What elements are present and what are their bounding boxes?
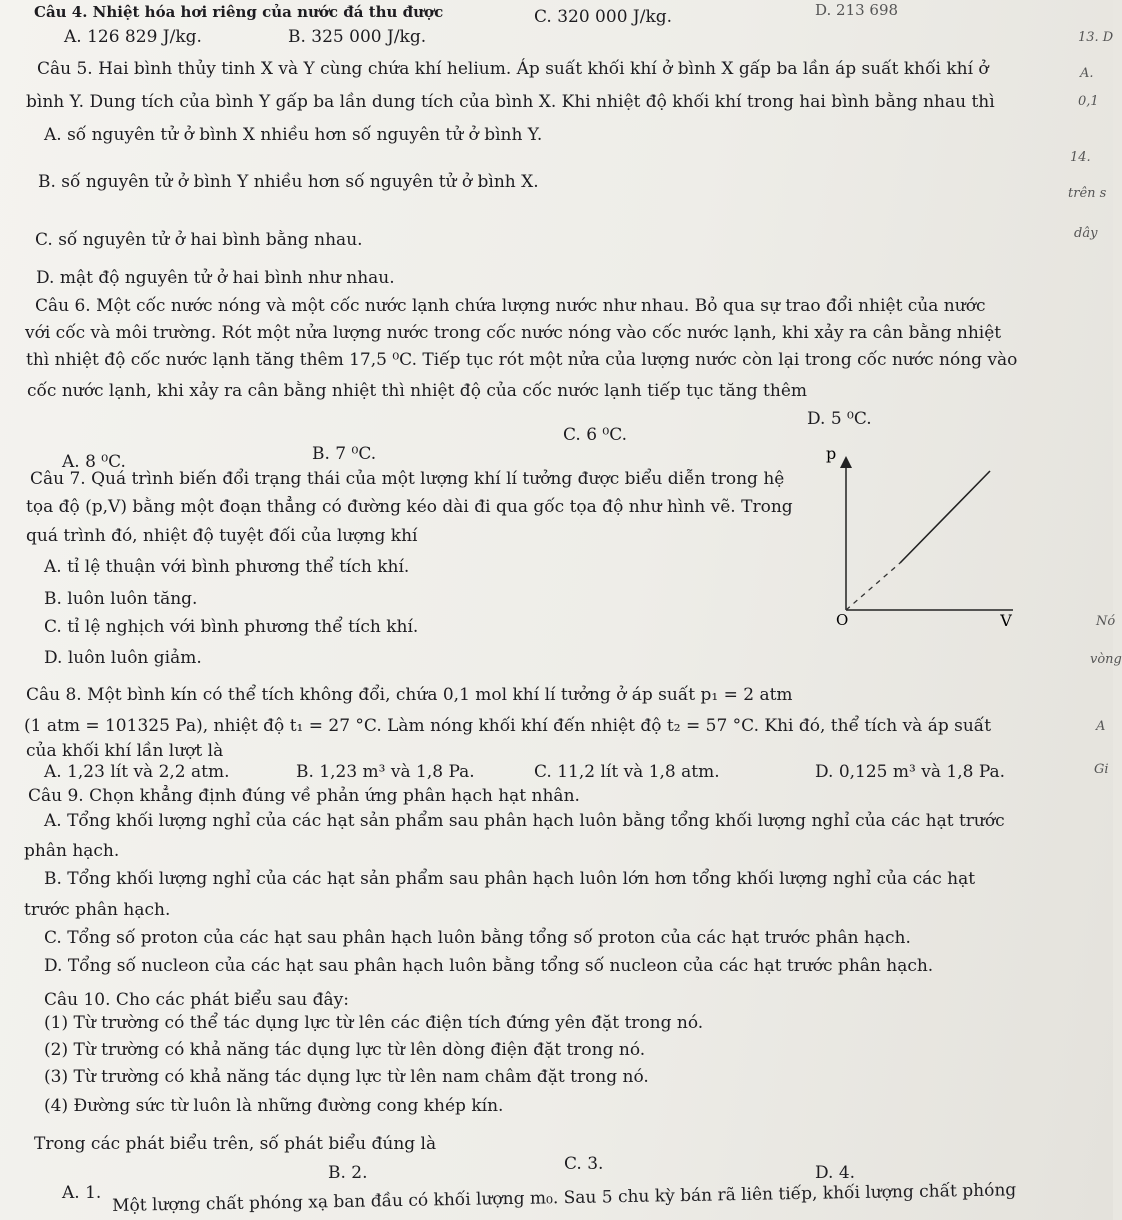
q5-option-c: C. số nguyên tử ở hai bình bằng nhau. — [35, 230, 363, 250]
q9-option-b-line-2: trước phân hạch. — [24, 900, 171, 920]
margin-fragment: 13. D — [1078, 30, 1114, 45]
origin-label: O — [836, 611, 849, 629]
q7-line-2: tọa độ (p,V) bằng một đoạn thẳng có đường kéo dài đi qua gốc tọa độ như hình vẽ. Trong — [26, 497, 793, 517]
margin-fragment: Gi — [1094, 762, 1109, 777]
q6-line-2: với cốc và môi trường. Rót một nửa lượng nước trong cốc nước nóng vào cốc nước lạnh, khi xảy ra cân bằng nhiệt — [25, 323, 1002, 343]
q5-line-2: bình Y. Dung tích của bình Y gấp ba lần dung tích của bình X. Khi nhiệt độ khối khí trong hai bình bằng nhau thì — [26, 92, 995, 112]
q4-option-a: A. 126 829 J/kg. — [64, 27, 202, 47]
q10-statement-3: (3) Từ trường có khả năng tác dụng lực từ lên nam châm đặt trong nó. — [44, 1067, 649, 1087]
q10-statement-2: (2) Từ trường có khả năng tác dụng lực từ lên dòng điện đặt trong nó. — [44, 1040, 646, 1060]
q10-option-c: C. 3. — [564, 1154, 604, 1174]
margin-fragment: vòng — [1090, 652, 1122, 667]
q7-line-1: Câu 7. Quá trình biến đổi trạng thái của một lượng khí lí tưởng được biểu diễn trong hệ — [30, 469, 785, 489]
q11-partial-line: Một lượng chất phóng xạ ban đầu có khối lượng m₀. Sau 5 chu kỳ bán rã liên tiếp, khối lượng chất phóng — [112, 1180, 1017, 1216]
q5-option-a: A. số nguyên tử ở bình X nhiều hơn số nguyên tử ở bình Y. — [44, 125, 543, 145]
q10-option-b: B. 2. — [328, 1163, 368, 1183]
q10-option-a: A. 1. — [62, 1183, 102, 1203]
q6-line-3: thì nhiệt độ cốc nước lạnh tăng thêm 17,5 ⁰C. Tiếp tục rót một nửa của lượng nước còn lại trong cốc nước nóng vào — [26, 350, 1018, 370]
q10-question: Trong các phát biểu trên, số phát biểu đúng là — [34, 1134, 437, 1154]
q4-option-b: B. 325 000 J/kg. — [288, 27, 427, 47]
q7-option-a: A. tỉ lệ thuận với bình phương thể tích khí. — [44, 557, 410, 577]
q9-option-a-line-2: phân hạch. — [24, 841, 120, 861]
q10-option-d: D. 4. — [815, 1163, 856, 1183]
q10-stem: Câu 10. Cho các phát biểu sau đây: — [44, 990, 350, 1010]
q8-option-c: C. 11,2 lít và 1,8 atm. — [534, 762, 720, 782]
q8-line-3: của khối khí lần lượt là — [26, 741, 224, 761]
margin-fragment: Nó — [1096, 614, 1116, 629]
margin-fragment: 0,1 — [1078, 94, 1099, 109]
q9-option-c: C. Tổng số proton của các hạt sau phân hạch luôn bằng tổng số proton của các hạt trước phân hạch. — [44, 928, 911, 948]
q8-option-d: D. 0,125 m³ và 1,8 Pa. — [815, 762, 1006, 782]
pv-graph — [818, 444, 1018, 630]
q8-option-b: B. 1,23 m³ và 1,8 Pa. — [296, 762, 475, 782]
q6-option-d: D. 5 ⁰C. — [807, 409, 872, 429]
q6-option-c: C. 6 ⁰C. — [563, 425, 628, 445]
q9-option-b-line-1: B. Tổng khối lượng nghỉ của các hạt sản phẩm sau phân hạch luôn lớn hơn tổng khối lượng nghỉ của các hạt — [44, 869, 976, 889]
p-axis-label: p — [826, 444, 837, 463]
margin-fragment: dây — [1074, 226, 1098, 241]
q7-option-b: B. luôn luôn tăng. — [44, 589, 198, 609]
q6-option-b: B. 7 ⁰C. — [312, 444, 377, 464]
margin-fragment: 14. — [1070, 150, 1091, 165]
margin-fragment: A. — [1080, 66, 1094, 81]
q4-option-c: C. 320 000 J/kg. — [534, 7, 673, 27]
q6-option-a: A. 8 ⁰C. — [62, 452, 126, 472]
q8-option-a: A. 1,23 lít và 2,2 atm. — [44, 762, 230, 782]
q7-option-c: C. tỉ lệ nghịch với bình phương thể tích khí. — [44, 617, 419, 637]
q4-option-d: D. 213 698 — [815, 1, 899, 19]
q6-line-1: Câu 6. Một cốc nước nóng và một cốc nước lạnh chứa lượng nước như nhau. Bỏ qua sự trao đổi nhiệt của nước — [35, 296, 986, 316]
q5-option-d: D. mật độ nguyên tử ở hai bình như nhau. — [36, 268, 395, 288]
q4-stem: Câu 4. Nhiệt hóa hơi riêng của nước đá thu được — [34, 3, 444, 21]
q8-line-1: Câu 8. Một bình kín có thể tích không đổi, chứa 0,1 mol khí lí tưởng ở áp suất p₁ = 2 atm — [26, 685, 793, 705]
q9-option-d: D. Tổng số nucleon của các hạt sau phân hạch luôn bằng tổng số nucleon của các hạt trước phân hạch. — [44, 956, 934, 976]
margin-fragment: trên s — [1068, 186, 1107, 201]
process-segment — [900, 471, 990, 563]
q6-line-4: cốc nước lạnh, khi xảy ra cân bằng nhiệt thì nhiệt độ của cốc nước lạnh tiếp tục tăng thêm — [27, 381, 807, 401]
q10-statement-4: (4) Đường sức từ luôn là những đường cong khép kín. — [44, 1096, 504, 1116]
q5-line-1: Câu 5. Hai bình thủy tinh X và Y cùng chứa khí helium. Áp suất khối khí ở bình X gấp ba lần áp suất khối khí ở — [37, 59, 989, 79]
q9-option-a-line-1: A. Tổng khối lượng nghỉ của các hạt sản phẩm sau phân hạch luôn bằng tổng khối lượng nghỉ của các hạt trước — [44, 811, 1005, 831]
v-axis-label: V — [1000, 611, 1012, 630]
q10-statement-1: (1) Từ trường có thể tác dụng lực từ lên các điện tích đứng yên đặt trong nó. — [44, 1013, 704, 1033]
q9-stem: Câu 9. Chọn khẳng định đúng về phản ứng phân hạch hạt nhân. — [28, 786, 580, 806]
margin-fragment: A — [1096, 719, 1106, 734]
q8-line-2: (1 atm = 101325 Pa), nhiệt độ t₁ = 27 °C. Làm nóng khối khí đến nhiệt độ t₂ = 57 °C. Khi đó, thể tích và áp suất — [24, 716, 992, 736]
dashed-extension — [846, 563, 900, 610]
q7-line-3: quá trình đó, nhiệt độ tuyệt đối của lượng khí — [26, 526, 418, 546]
q5-option-b: B. số nguyên tử ở bình Y nhiều hơn số nguyên tử ở bình X. — [38, 172, 539, 192]
q7-option-d: D. luôn luôn giảm. — [44, 648, 202, 668]
